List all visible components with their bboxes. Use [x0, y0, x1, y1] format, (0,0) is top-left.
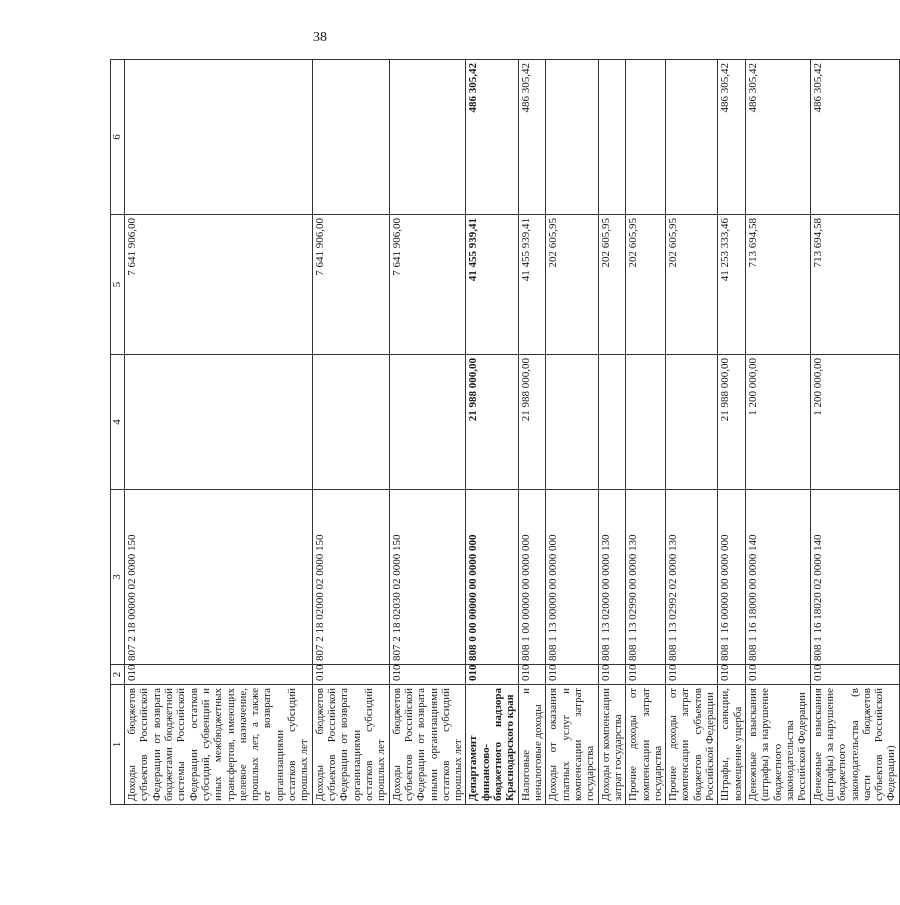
row-col4-cell: [389, 355, 466, 490]
table-row: [518, 60, 546, 805]
row-col5-cell: 713 694,58: [746, 215, 811, 355]
row-kbk-cell: 808 1 16 18020 02 0000 140: [810, 490, 899, 665]
table-row: [125, 60, 313, 805]
row-name-cell: Прочие доходы от компенсации затрат бюджетов субъектов Российской Федерации: [666, 685, 718, 805]
column-header-2: 2: [111, 665, 125, 685]
table-row: [666, 60, 718, 805]
revenue-table: [110, 59, 900, 805]
row-col5-cell: 202 605,95: [546, 215, 598, 355]
row-name-cell: Штрафы, санкции, возмещение ущерба: [718, 685, 746, 805]
row-code-cell: 010: [518, 665, 546, 685]
row-col6-cell: 486 305,42: [746, 60, 811, 215]
row-col4-cell: [666, 355, 718, 490]
row-name-cell: Налоговые и неналоговые доходы: [518, 685, 546, 805]
table-row: [312, 60, 389, 805]
row-kbk-cell: 808 0 00 00000 00 0000 000: [466, 490, 518, 665]
row-col5-cell: 7 641 906,00: [312, 215, 389, 355]
row-col4-cell: 1 200 000,00: [746, 355, 811, 490]
row-col6-cell: 486 305,42: [810, 60, 899, 215]
row-col4-cell: [626, 355, 666, 490]
row-kbk-cell: 808 1 13 02990 00 0000 130: [626, 490, 666, 665]
table-row: [746, 60, 811, 805]
table-row: [598, 60, 626, 805]
row-kbk-cell: 808 1 00 00000 00 0000 000: [518, 490, 546, 665]
row-kbk-cell: 807 2 18 02000 02 0000 150: [312, 490, 389, 665]
row-code-cell: 010: [718, 665, 746, 685]
row-col5-cell: 7 641 906,00: [125, 215, 313, 355]
row-col4-cell: [546, 355, 598, 490]
column-header-6: 6: [111, 60, 125, 215]
row-name-cell: Денежные взыскания (штрафы) за нарушение бюджетного законодательства Российской Федерации: [746, 685, 811, 805]
row-name-cell: Прочие доходы от компенсации затрат государства: [626, 685, 666, 805]
column-header-4: 4: [111, 355, 125, 490]
row-kbk-cell: 808 1 13 02000 00 0000 130: [598, 490, 626, 665]
row-name-cell: Денежные взыскания (штрафы) за нарушение бюджетного законодательства (в части бюджетов субъектов Российской Федерации): [810, 685, 899, 805]
row-name-cell: Доходы бюджетов субъектов Российской Федерации от возврата организациями остатков субсидий прошлых лет: [312, 685, 389, 805]
row-code-cell: 010: [598, 665, 626, 685]
row-name-cell: Доходы бюджетов субъектов Российской Федерации от возврата иными организациями остатков субсидий прошлых лет: [389, 685, 466, 805]
row-col6-cell: 486 305,42: [466, 60, 518, 215]
row-col5-cell: 202 605,95: [626, 215, 666, 355]
row-col5-cell: 202 605,95: [598, 215, 626, 355]
row-kbk-cell: 808 1 13 00000 00 0000 000: [546, 490, 598, 665]
row-code-cell: 010: [746, 665, 811, 685]
row-code-cell: 010: [546, 665, 598, 685]
table-row: [546, 60, 598, 805]
row-col4-cell: 21 988 000,00: [718, 355, 746, 490]
row-col5-cell: 41 455 939,41: [518, 215, 546, 355]
row-kbk-cell: 807 2 18 00000 02 0000 150: [125, 490, 313, 665]
table-row: [810, 60, 899, 805]
row-col6-cell: [389, 60, 466, 215]
row-kbk-cell: 807 2 18 02030 02 0000 150: [389, 490, 466, 665]
row-name-cell: Доходы от компенсации затрат государства: [598, 685, 626, 805]
row-col4-cell: [125, 355, 313, 490]
row-name-cell: Доходы бюджетов субъектов Российской Федерации от возврата бюджетами бюджетной системы Российской Федерации остатков субсидий, субвенций и иных межбюджетных трансфертов, имеющих целевое назначение, прошлых лет, а также от возврата организациями остатков субсидий прошлых лет: [125, 685, 313, 805]
row-code-cell: 010: [626, 665, 666, 685]
column-header-3: 3: [111, 490, 125, 665]
row-col6-cell: [666, 60, 718, 215]
row-col5-cell: 713 694,58: [810, 215, 899, 355]
row-col6-cell: [125, 60, 313, 215]
row-col6-cell: 486 305,42: [518, 60, 546, 215]
row-col4-cell: 21 988 000,00: [518, 355, 546, 490]
row-name-cell: Доходы от оказания платных услуг и компенсации затрат государства: [546, 685, 598, 805]
page-number: 38: [313, 30, 327, 45]
row-kbk-cell: 808 1 16 00000 00 0000 000: [718, 490, 746, 665]
table-body: [125, 60, 900, 805]
row-name-cell: Департамент финансово-бюджетного надзора Краснодарского края: [466, 685, 518, 805]
row-col6-cell: 486 305,42: [718, 60, 746, 215]
table-header-row: [111, 60, 125, 805]
row-col4-cell: 1 200 000,00: [810, 355, 899, 490]
row-col4-cell: [598, 355, 626, 490]
row-code-cell: 010: [666, 665, 718, 685]
table-row: [718, 60, 746, 805]
row-code-cell: 010: [810, 665, 899, 685]
table-rotated-container: [110, 60, 898, 805]
row-kbk-cell: 808 1 13 02992 02 0000 130: [666, 490, 718, 665]
row-kbk-cell: 808 1 16 18000 00 0000 140: [746, 490, 811, 665]
row-col5-cell: 7 641 906,00: [389, 215, 466, 355]
table-row: [626, 60, 666, 805]
row-col6-cell: [312, 60, 389, 215]
row-code-cell: 010: [312, 665, 389, 685]
row-code-cell: 010: [125, 665, 313, 685]
row-col4-cell: 21 988 000,00: [466, 355, 518, 490]
row-col5-cell: 41 455 939,41: [466, 215, 518, 355]
row-col6-cell: [626, 60, 666, 215]
table-row: [389, 60, 466, 805]
row-code-cell: 010: [389, 665, 466, 685]
column-header-5: 5: [111, 215, 125, 355]
row-col6-cell: [598, 60, 626, 215]
row-code-cell: 010: [466, 665, 518, 685]
row-col4-cell: [312, 355, 389, 490]
column-header-1: 1: [111, 685, 125, 805]
row-col5-cell: 202 605,95: [666, 215, 718, 355]
table-row-department: [466, 60, 518, 805]
row-col6-cell: [546, 60, 598, 215]
row-col5-cell: 41 253 333,46: [718, 215, 746, 355]
